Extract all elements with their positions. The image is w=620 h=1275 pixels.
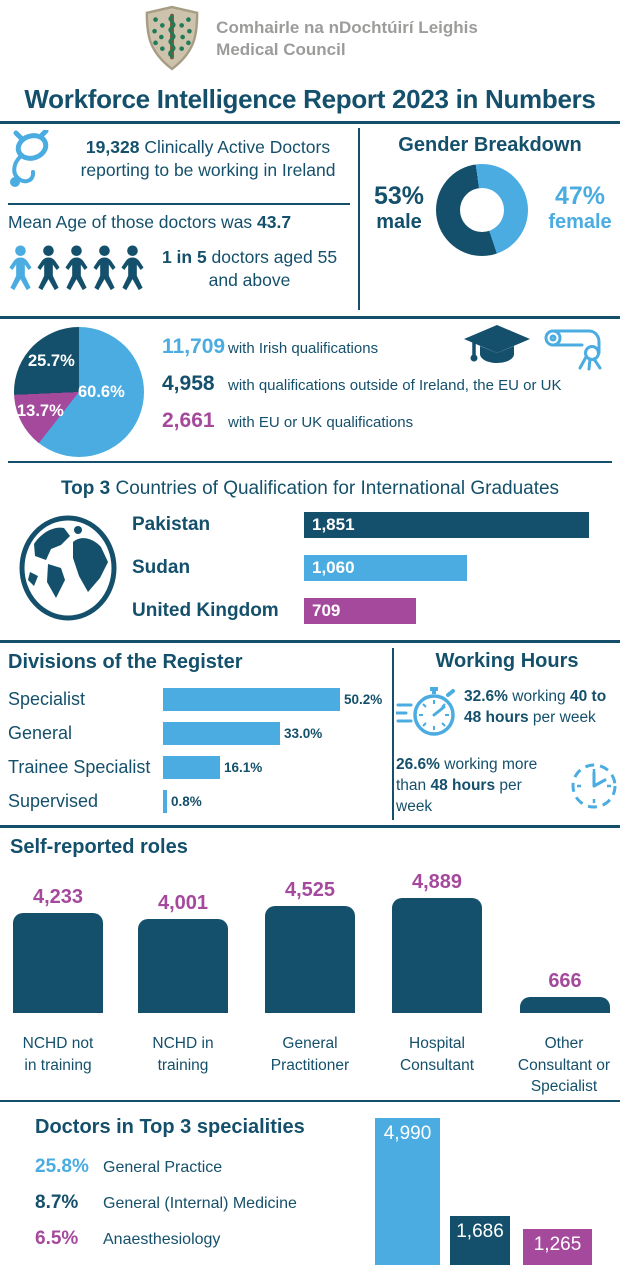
pie-label-irish: 60.6% [78,383,125,401]
speciality-bar: 4,990 [375,1118,440,1265]
roles-labels: NCHD not in training NCHD in training General Practitioner Hospital Consultant Other Consultant or Specialist [22,1035,611,1096]
gender-breakdown [360,124,620,316]
role-column: 4,525 [265,879,355,1013]
division-bar [163,722,280,745]
graduation-cap-icon [462,323,532,371]
org-name-irish: Comhairle na nDochtúirí Leighis [216,18,478,37]
female-stat: 47% female [548,182,612,233]
education-icons [462,323,606,371]
people-icons [8,244,145,294]
division-row: General 33.0% [8,723,323,743]
division-bar [163,790,167,813]
speciality-bar: 1,265 [523,1229,592,1265]
section-countries [0,464,620,640]
division-row: Specialist 50.2% [8,689,383,709]
person-icon [64,244,89,294]
section-qualifications [0,319,620,461]
qualification-row: 4,958 with qualifications outside of Ireland, the EU or UK [162,372,562,395]
country-bar: 1,851 [304,512,589,538]
active-doctors-text: 19,328 Clinically Active Doctors reporting to be working in Ireland [80,136,336,180]
mean-age-value: 43.7 [257,212,292,232]
qualification-row: 2,661 with EU or UK qualifications [162,409,414,432]
speciality-row: 6.5% Anaesthesiology [35,1228,221,1249]
pie-label-eu-uk: 13.7% [17,402,64,420]
active-doctors-value: 19,328 [85,136,140,157]
section-roles [0,828,620,1100]
countries-title: Top 3 Countries of Qualification for International Graduates [60,478,560,499]
divisions-title: Divisions of the Register [8,651,243,673]
active-doctors-stat [8,130,354,188]
working-hours-text: 32.6% working 40 to 48 hours per week [464,688,607,726]
person-icon [8,244,33,294]
diploma-scroll-icon [542,323,606,371]
aged-55-stat [8,244,354,294]
working-hours-title: Working Hours [435,650,579,672]
role-bar [520,997,610,1013]
donut-hole [460,188,504,232]
org-name-english: Medical Council [216,40,346,60]
working-hours-item [396,755,620,818]
speciality-bar: 1,686 [450,1216,510,1265]
working-hours-text: 26.6% working more than 48 hours per week [396,756,538,815]
role-column: 4,889 [392,871,482,1013]
section-divisions-hours [0,643,620,825]
countries-chart [132,512,610,641]
role-column: 4,001 [138,892,228,1013]
role-column: 666 [520,970,610,1013]
division-bar [163,688,340,711]
specialities-title: Doctors in Top 3 specialities [35,1116,305,1138]
role-bar [138,919,228,1013]
globe-icon [18,514,118,622]
person-icon [120,244,145,294]
specialities-list [35,1156,355,1264]
male-stat: 53% male [373,182,425,233]
speciality-row: 8.7% General (Internal) Medicine [35,1192,297,1213]
roles-bar-chart [0,870,620,1013]
divisions-chart [8,688,390,824]
division-bar [163,756,220,779]
country-bar: 1,060 [304,555,467,581]
gender-title: Gender Breakdown [398,134,582,156]
qualification-row: 11,709 with Irish qualifications [162,335,379,358]
clock-icon [568,760,620,812]
qualifications-pie-chart [14,327,144,457]
person-icon [92,244,117,294]
gender-donut-chart [436,164,528,256]
division-row: Supervised 0.8% [8,791,202,811]
country-row: Sudan 1,060 [132,555,610,581]
header [0,5,620,71]
medical-council-shield-icon [142,5,202,71]
stopwatch-icon [396,681,458,739]
role-bar [13,913,103,1013]
roles-title: Self-reported roles [10,836,188,858]
aged-55-text: 1 in 5 doctors aged 55 and above [161,247,338,290]
person-icon [36,244,61,294]
country-row: Pakistan 1,851 [132,512,610,538]
section-specialities [0,1102,620,1275]
role-column: 4,233 [13,886,103,1013]
section-overview [0,124,620,316]
role-bar [265,906,355,1013]
mean-age-stat: Mean Age of those doctors was 43.7 [8,212,292,232]
divider [8,203,350,205]
working-hours-item [396,681,616,739]
page-title: Workforce Intelligence Report 2023 in Numbers [24,84,596,114]
division-row: Trainee Specialist 16.1% [8,757,263,777]
speciality-row: 25.8% General Practice [35,1156,223,1177]
divider [8,461,612,463]
pie-label-outside: 25.7% [28,352,75,370]
role-bar [392,898,482,1013]
org-name [216,5,478,62]
country-bar: 709 [304,598,416,624]
working-hours [394,643,620,825]
stethoscope-icon [8,130,56,188]
country-row: United Kingdom 709 [132,598,610,624]
